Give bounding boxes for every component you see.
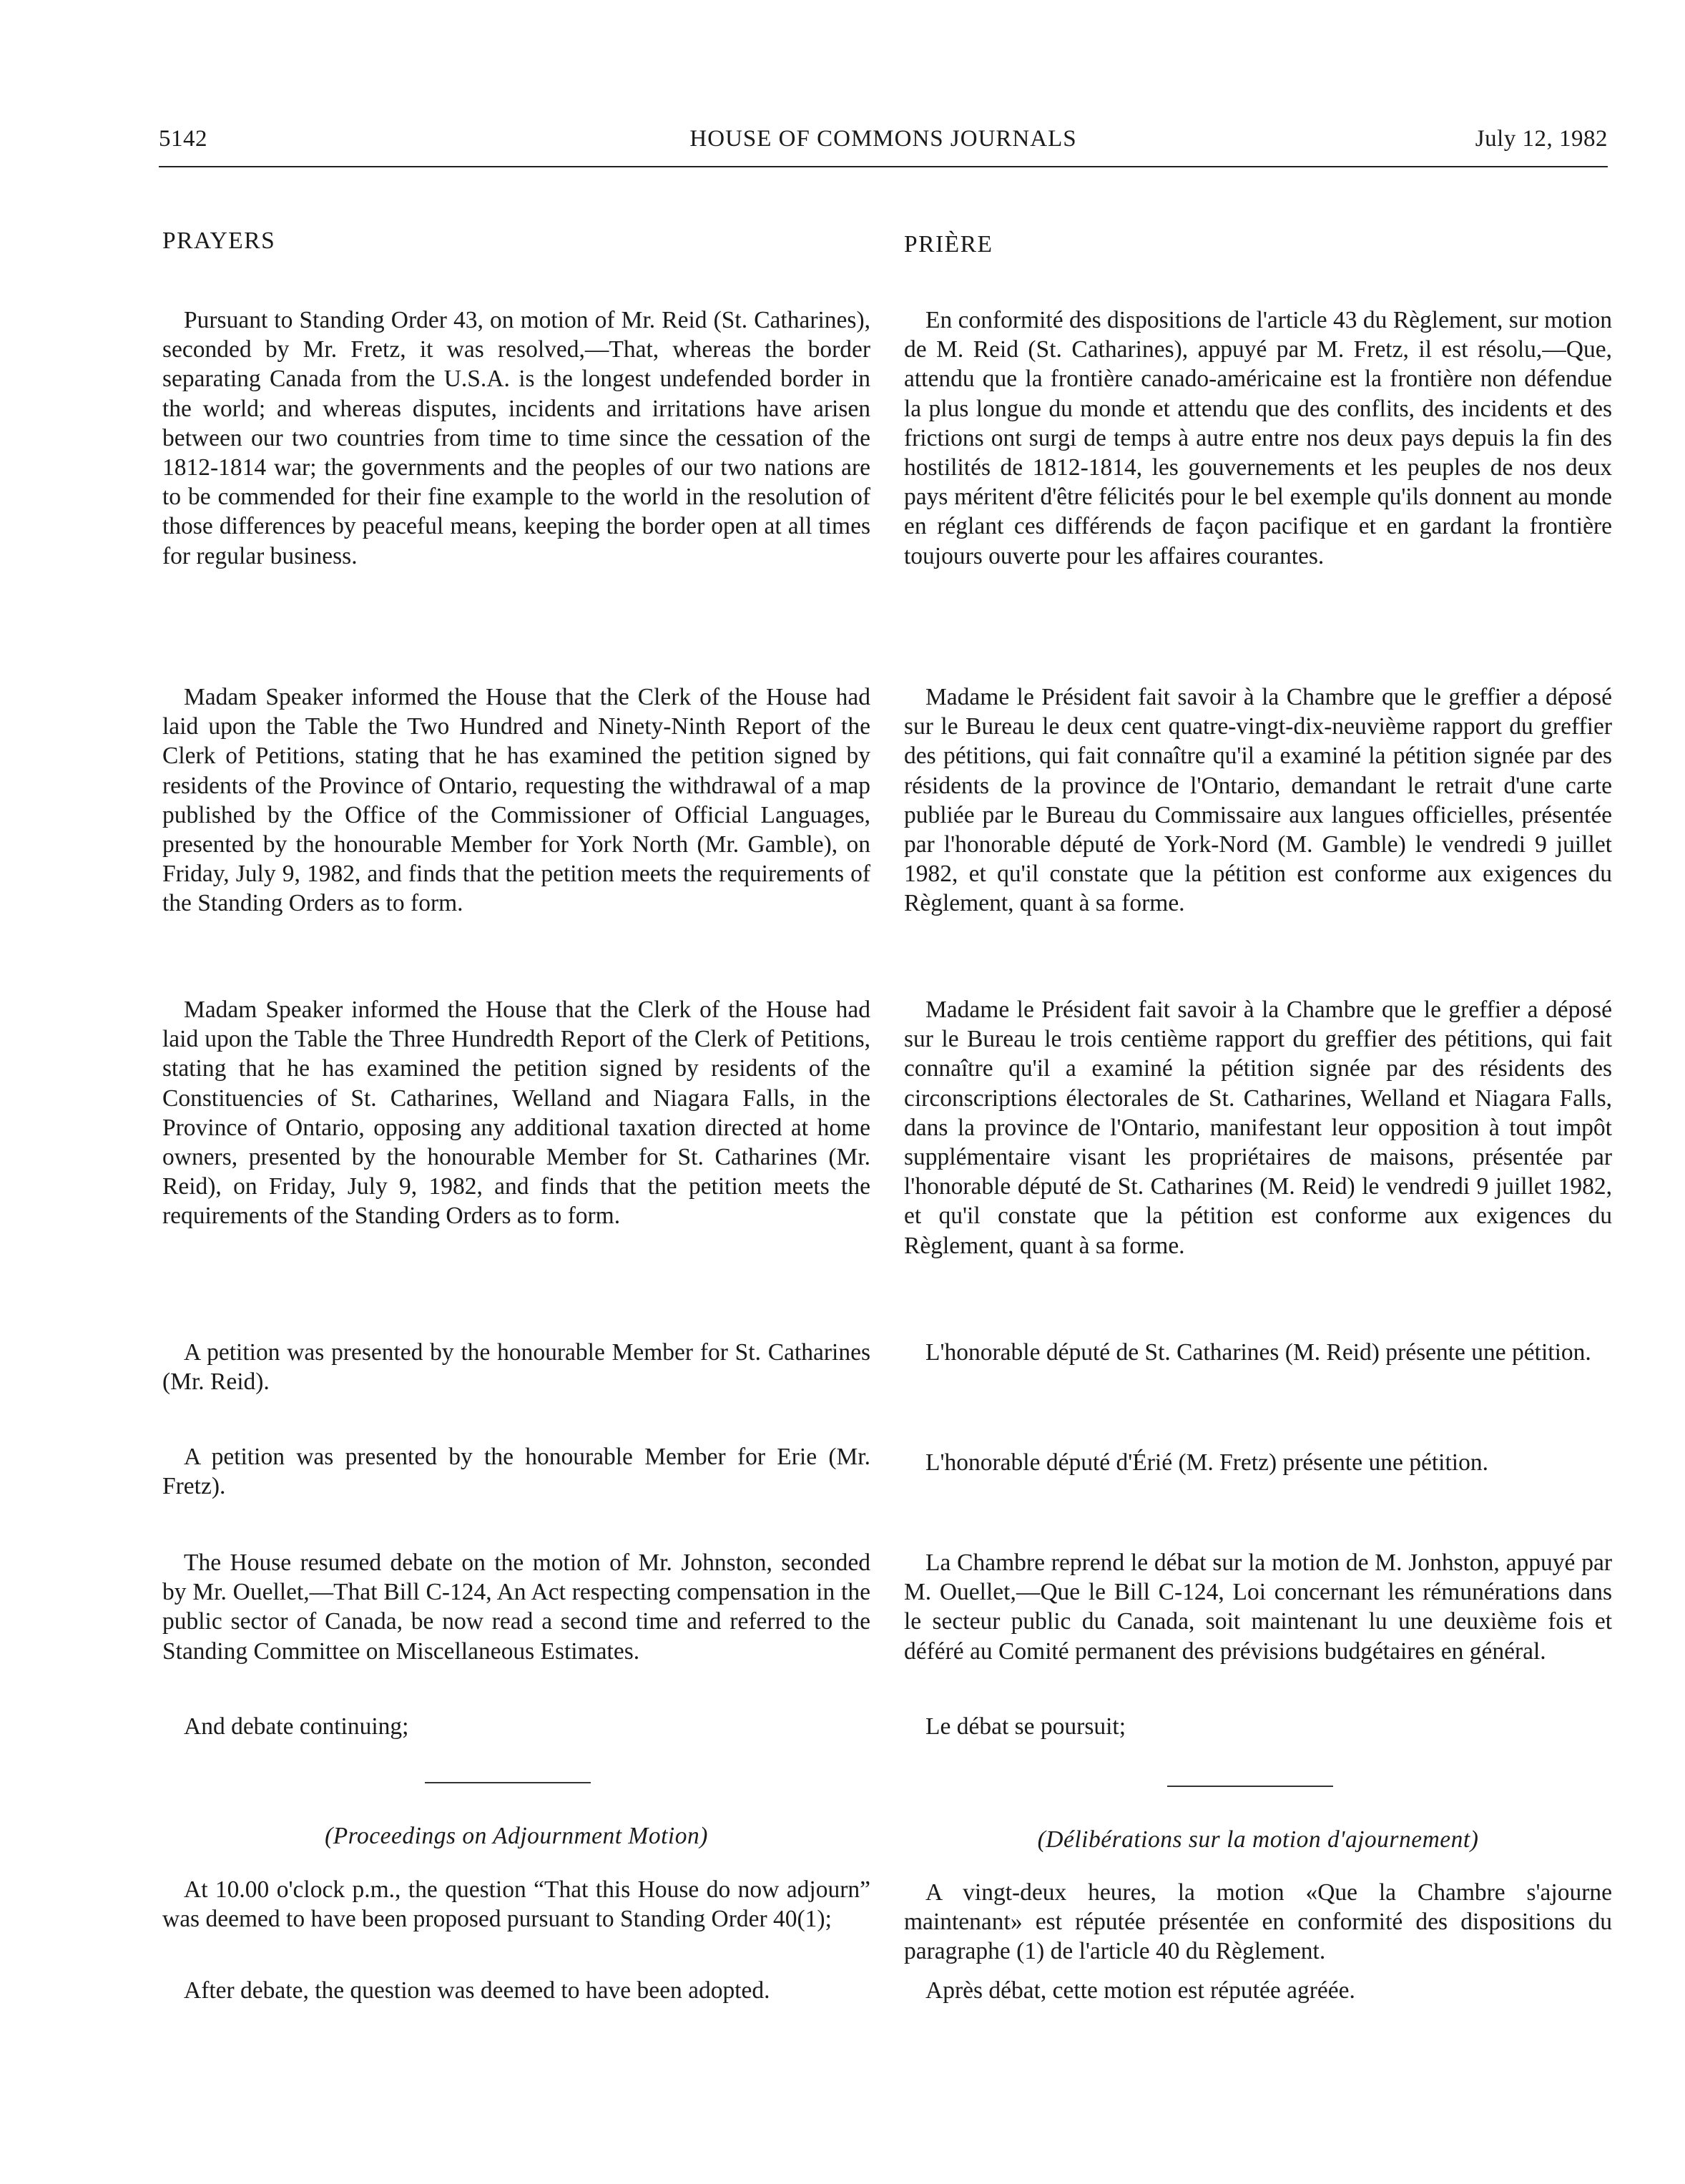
prayers-heading: PRAYERS [162, 227, 276, 254]
en-petition-fretz: A petition was presented by the honourable Member for Erie (Mr. Fretz). [162, 1444, 870, 1500]
fr-resolution-paragraph: En conformité des dispositions de l'article 43 du Règlement, sur motion de M. Reid (St. Catharines), appuyé par M. Fretz, il est résolu,—Que, attendu que la frontière canado-américaine est la frontière non défendue la plus longue du monde et attendu que des conflits, des incidents et des frictions ont surgi de temps à autre entre nos deux pays depuis la fin des hostilités de 1812-1814, les gouvernements et les peuples de nos deux pays méritent d'être félicités pour le bel exemple qu'ils donnent au monde en réglant ces différends de façon pacifique et en gardant la frontière toujours ouverte pour les affaires courantes. [904, 307, 1612, 569]
journal-title: HOUSE OF COMMONS JOURNALS [689, 126, 1077, 152]
en-petition-report-300: Madam Speaker informed the House that the Clerk of the House had laid upon the Table the Three Hundredth Report of the Clerk of Petitions, stating that he has examined the petition signed by residents of the Constituencies of St. Catharines, Welland and Niagara Falls, in the Province of Ontario, opposing any additional taxation directed at home owners, presented by the honourable Member for St. Catharines (Mr. Reid), on Friday, July 9, 1982, and finds that the petition meets the requirements of the Standing Orders as to form. [162, 996, 870, 1230]
fr-adjournment-adopted: Après débat, cette motion est réputée agréée. [925, 1977, 1355, 2004]
en-resolution-paragraph: Pursuant to Standing Order 43, on motion of Mr. Reid (St. Catharines), seconded by Mr. Fretz, it was resolved,—That, whereas the border separating Canada from the U.S.A. is the longest undefended border in the world; and whereas disputes, incidents and irritations have arisen between our two countries from time to time since the cessation of the 1812-1814 war; the governments and the peoples of our two nations are to be commended for their fine example to the world in the resolution of those differences by peaceful means, keeping the border open at all times for regular business. [162, 307, 870, 569]
fr-adjournment-motion: A vingt-deux heures, la motion «Que la Chambre s'ajourne maintenant» est réputée présentée en conformité des dispositions du paragraphe (1) de l'article 40 du Règlement. [904, 1879, 1612, 1965]
priere-heading: PRIÈRE [904, 231, 993, 258]
english-column [162, 0, 870, 2184]
fr-section-divider [1167, 1786, 1333, 1787]
fr-petition-fretz: L'honorable député d'Érié (M. Fretz) présente une pétition. [925, 1449, 1488, 1476]
fr-debate-resumed: La Chambre reprend le débat sur la motion de M. Jonhston, appuyé par M. Ouellet,—Que le Bill C-124, Loi concernant les rémunérations dans le secteur public du Canada, soit maintenant lu une deuxième fois et déféré au Comité permanent des prévisions budgétaires en général. [904, 1549, 1612, 1665]
fr-petition-reid: L'honorable député de St. Catharines (M. Reid) présente une pétition. [925, 1339, 1591, 1366]
en-adjournment-subheading: (Proceedings on Adjournment Motion) [325, 1823, 708, 1849]
en-section-divider [425, 1782, 591, 1783]
en-petition-report-299: Madam Speaker informed the House that the Clerk of the House had laid upon the Table the Two Hundred and Ninety-Ninth Report of the Clerk of Petitions, stating that he has examined the petition signed by residents of the Province of Ontario, requesting the withdrawal of a map published by the Office of the Commissioner of Official Languages, presented by the honourable Member for York North (Mr. Gamble), on Friday, July 9, 1982, and finds that the petition meets the requirements of the Standing Orders as to form. [162, 684, 870, 917]
en-debate-continuing: And debate continuing; [184, 1713, 409, 1740]
journal-date: July 12, 1982 [1475, 126, 1608, 152]
fr-petition-report-299: Madame le Président fait savoir à la Chambre que le greffier a déposé sur le Bureau le deux cent quatre-vingt-dix-neuvième rapport du greffier des pétitions, qui fait connaître qu'il a examiné la pétition signée par des résidents de la province de l'Ontario, demandant le retrait d'une carte publiée par le Bureau du Commissaire aux langues officielles, présentée par l'honorable député de York-Nord (M. Gamble) le vendredi 9 juillet 1982, et qu'il constate que la pétition est conforme aux exigences du Règlement, quant à sa forme. [904, 684, 1612, 917]
en-debate-resumed: The House resumed debate on the motion of Mr. Johnston, seconded by Mr. Ouellet,—That Bill C-124, An Act respecting compensation in the public sector of Canada, be now read a second time and referred to the Standing Committee on Miscellaneous Estimates. [162, 1549, 870, 1665]
en-petition-reid: A petition was presented by the honourable Member for St. Catharines (Mr. Reid). [162, 1339, 870, 1396]
fr-debate-continuing: Le débat se poursuit; [925, 1713, 1126, 1740]
en-adjournment-motion: At 10.00 o'clock p.m., the question “That this House do now adjourn” was deemed to have been proposed pursuant to Standing Order 40(1); [162, 1876, 870, 1933]
page-number: 5142 [159, 126, 207, 152]
fr-petition-report-300: Madame le Président fait savoir à la Chambre que le greffier a déposé sur le Bureau le trois centième rapport du greffier des pétitions, qui fait connaître qu'il a examiné la pétition signée par des résidents des circonscriptions électorales de St. Catharines, Welland et Niagara Falls, dans la province de l'Ontario, manifestant leur opposition à tout impôt supplémentaire visant les propriétaires de maisons, présentée par l'honorable député de St. Catharines (M. Reid) le vendredi 9 juillet 1982, et qu'il constate que la pétition est conforme aux exigences du Règlement, quant à sa forme. [904, 996, 1612, 1259]
en-adjournment-adopted: After debate, the question was deemed to have been adopted. [184, 1977, 770, 2004]
fr-adjournment-subheading: (Délibérations sur la motion d'ajournement) [1037, 1826, 1479, 1853]
french-column [904, 0, 1612, 2184]
